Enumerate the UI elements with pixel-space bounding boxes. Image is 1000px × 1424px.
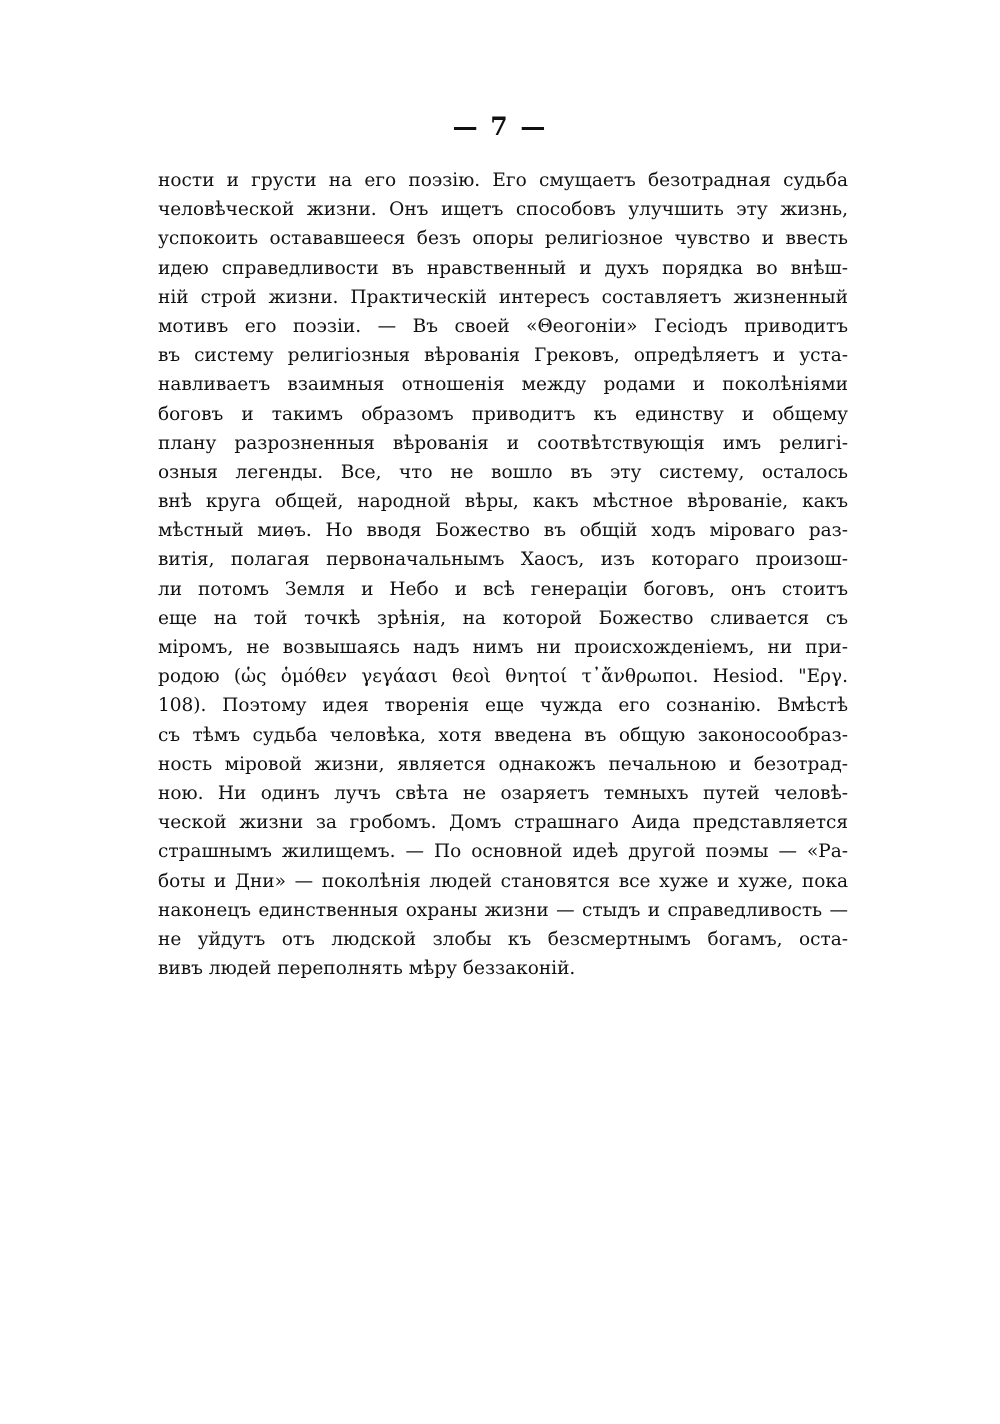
text-line: мотивъ его поэзіи. — Въ своей «Θеогоніи» Гесіодъ приводитъ [158,315,848,337]
text-line: родою (ὡς ὁμόθεν γεγάασι θεοὶ θνητοί τ᾽ἄνθρωποι. Hesiod. "Εργ. [158,666,848,688]
text-line: успокоить остававшееся безъ опоры религіозное чувство и ввесть [158,228,848,250]
text-line: мѣстный миѳъ. Но вводя Божество въ общій ходъ міроваго раз- [158,520,848,542]
body-text [158,166,848,983]
text-line: навливаетъ взаимныя отношенія между родами и поколѣніями [158,374,848,396]
text-line: наконецъ единственныя охраны жизни — стыдъ и справедливость — [158,899,848,921]
text-line: боговъ и такимъ образомъ приводитъ къ единству и общему [158,403,848,425]
text-line: озныя легенды. Все, что не вошло въ эту систему, осталось [158,461,848,483]
text-line: 108). Поэтому идея творенія еще чужда его сознанію. Вмѣстѣ [158,695,848,717]
text-line: въ систему религіозныя вѣрованія Грековъ, опредѣляетъ и уста- [158,345,848,367]
text-line: витія, полагая первоначальнымъ Хаосъ, изъ котораго произош- [158,549,848,571]
text-line: съ тѣмъ судьба человѣка, хотя введена въ общую законосообраз- [158,724,848,746]
text-line: плану разрозненныя вѣрованія и соотвѣтствующія имъ религі- [158,432,848,454]
text-line: еще на той точкѣ зрѣнія, на которой Божество сливается съ [158,607,848,629]
text-line: міромъ, не возвышаясь надъ нимъ ни происхожденіемъ, ни при- [158,637,848,658]
text-line: ческой жизни за гробомъ. Домъ страшнаго Аида представляется [158,812,848,834]
text-line: страшнымъ жилищемъ. — По основной идеѣ другой поэмы — «Ра- [158,841,848,863]
text-line: ній строй жизни. Практическій интересъ составляетъ жизненный [158,286,848,308]
text-line: вивъ людей переполнять мѣру беззаконій. [158,958,576,980]
page-number: — 7 — [452,112,548,141]
text-line: ною. Ни одинъ лучъ свѣта не озаряетъ темныхъ путей человѣ- [158,782,848,804]
text-line: ность міровой жизни, является однакожъ печальною и безотрад- [158,753,848,775]
text-line: боты и Дни» — поколѣнія людей становятся все хуже и хуже, пока [158,870,848,892]
text-line: внѣ круга общей, народной вѣры, какъ мѣстное вѣрованіе, какъ [158,491,848,513]
text-line: не уйдутъ отъ людской злобы къ безсмертнымъ богамъ, оста- [158,928,848,950]
text-line: человѣческой жизни. Онъ ищетъ способовъ улучшить эту жизнь, [158,199,848,221]
text-line: ли потомъ Земля и Небо и всѣ генераціи боговъ, онъ стоитъ [158,578,848,600]
text-line: ности и грусти на его поэзію. Его смущаетъ безотрадная судьба [158,170,848,191]
text-line: идею справедливости въ нравственный и духъ порядка во внѣш- [158,257,848,279]
